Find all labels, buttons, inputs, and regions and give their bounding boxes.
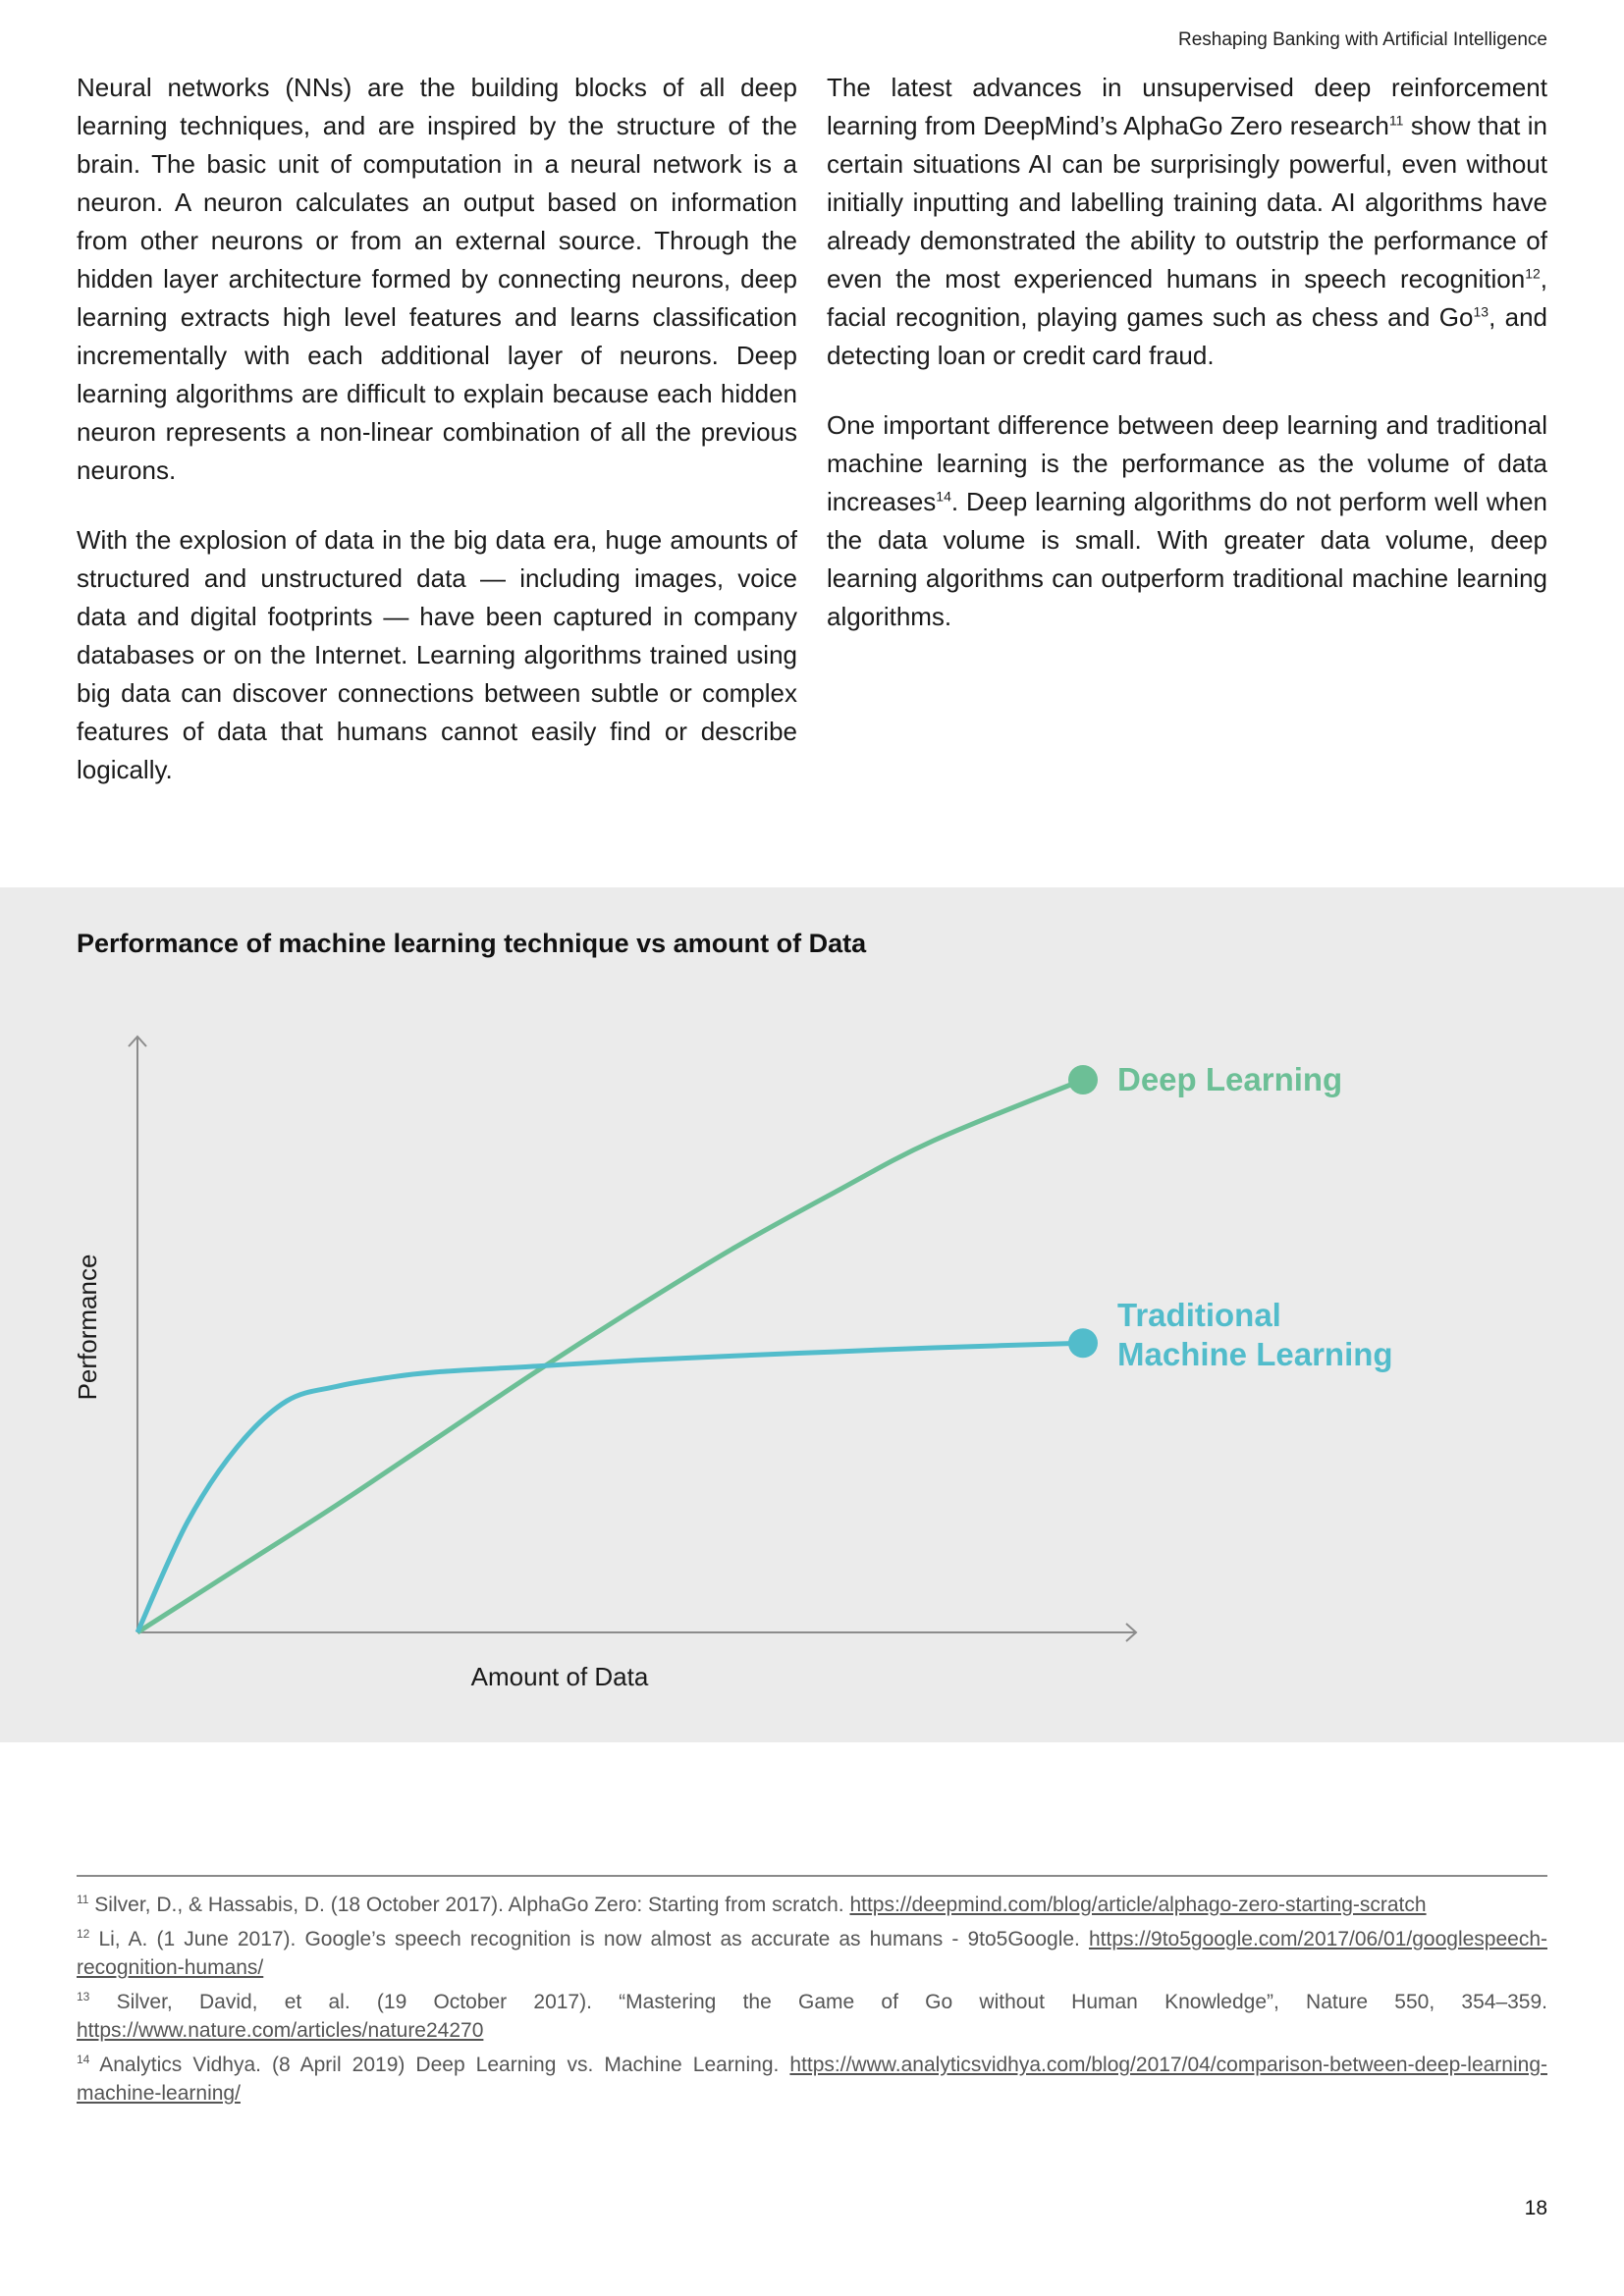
footnote-text: Li, A. (1 June 2017). Google’s speech recognition is now almost as accurate as humans - 9to5Google.: [89, 1928, 1089, 1950]
footnote-ref-11[interactable]: 11: [1388, 112, 1404, 129]
footnote-ref-14[interactable]: 14: [936, 488, 951, 505]
text-run: One important difference between deep learning and traditional machine learning is the performance as the volume of data increases: [827, 410, 1547, 516]
text-run: The latest advances in unsupervised deep reinforcement learning from DeepMind’s AlphaGo Zero research: [827, 73, 1547, 140]
footnote-13: [77, 1988, 1547, 2045]
footnote-text: Analytics Vidhya. (8 April 2019) Deep Learning vs. Machine Learning.: [89, 2054, 790, 2076]
footnote-ref-13[interactable]: 13: [1473, 303, 1489, 320]
footnote-link[interactable]: https://9to5google.com/2017/06/01/googlespeech-recognition-humans/: [77, 1928, 1547, 1979]
text-run: . Deep learning algorithms do not perform well when the data volume is small. With greater data volume, deep learning algorithms can outperform traditional machine learning algorithms.: [827, 487, 1547, 631]
right-paragraph-1: [827, 69, 1547, 375]
footnote-text: Silver, D., & Hassabis, D. (18 October 2017). AlphaGo Zero: Starting from scratch.: [88, 1894, 850, 1916]
footnote-14: [77, 2051, 1547, 2108]
chart-svg: [0, 887, 1624, 1742]
series-label: Traditional Machine Learning: [1117, 1297, 1393, 1373]
text-run: , facial recognition, playing games such as chess and Go: [827, 264, 1547, 332]
left-paragraph-1: Neural networks (NNs) are the building blocks of all deep learning techniques, and are inspired by the structure of the brain. The basic unit of computation in a neural network is a neuron. A neuron calculates an output based on information from other neurons or from an external source. Through the hidden layer architecture formed by connecting neurons, deep learning extracts high level features and learns classification incrementally with each additional layer of neurons. Deep learning algorithms are difficult to explain because each hidden neuron represents a non-linear combination of all the previous neurons.: [77, 73, 797, 485]
footnote-text: Silver, David, et al. (19 October 2017). “Mastering the Game of Go without Human Knowledge”, Nature 550, 354–359.: [89, 1991, 1547, 2013]
running-header: Reshaping Banking with Artificial Intelligence: [1178, 29, 1547, 50]
y-axis-label: Performance: [73, 1254, 102, 1401]
footnote-link[interactable]: https://www.analyticsvidhya.com/blog/2017/04/comparison-between-deep-learning-machine-learning/: [77, 2054, 1547, 2105]
series-layer: [137, 1061, 1393, 1632]
footnote-link[interactable]: https://www.nature.com/articles/nature24270: [77, 2019, 484, 2042]
footnote-11: [77, 1891, 1547, 1919]
chart-title: Performance of machine learning technique vs amount of Data: [77, 929, 867, 958]
right-column: [827, 69, 1547, 667]
chart-figure: [0, 887, 1624, 1742]
footnote-number: 11: [77, 1893, 89, 1906]
series-line-deep-learning: [137, 1080, 1083, 1632]
footnote-12: [77, 1925, 1547, 1982]
series-end-marker: [1068, 1328, 1098, 1358]
left-paragraph-2: With the explosion of data in the big data era, huge amounts of structured and unstructured data — including images, voice data and digital footprints — have been captured in company databases or on the Internet. Learning algorithms trained using big data can discover connections between subtle or complex features of data that humans cannot easily find or describe logically.: [77, 525, 797, 784]
footnote-ref-12[interactable]: 12: [1525, 265, 1541, 282]
footnotes: [77, 1875, 1547, 2113]
text-run: show that in certain situations AI can be surprisingly powerful, even without initially inputting and labelling training data. AI algorithms have already demonstrated the ability to outstrip the performance of even the most experienced humans in speech recognition: [827, 111, 1547, 294]
series-line-traditional-ml: [137, 1343, 1083, 1632]
footnote-number: 12: [77, 1927, 90, 1941]
footnote-number: 13: [77, 1990, 90, 2003]
right-paragraph-2: [827, 406, 1547, 636]
left-column: [77, 69, 797, 821]
x-axis-label: Amount of Data: [470, 1662, 649, 1691]
series-label: Deep Learning: [1117, 1061, 1343, 1097]
text-run: , and detecting loan or credit card fraud.: [827, 302, 1548, 370]
series-end-marker: [1068, 1065, 1098, 1095]
footnote-link[interactable]: https://deepmind.com/blog/article/alphago-zero-starting-scratch: [849, 1894, 1427, 1916]
page-number: 18: [1524, 2197, 1547, 2219]
footnote-number: 14: [77, 2053, 90, 2066]
